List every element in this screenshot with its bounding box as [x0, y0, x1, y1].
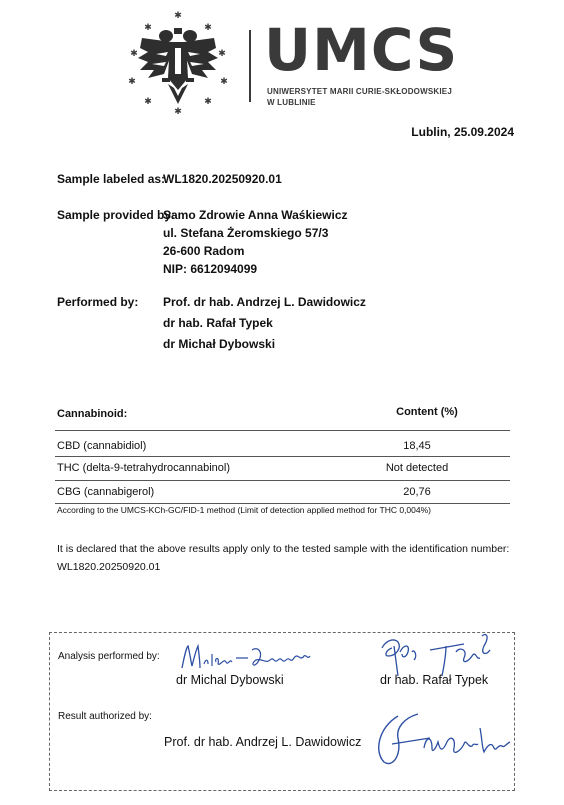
provided-by-title: Sample provided by: [57, 208, 176, 222]
authorized-label: Result authorized by: [58, 711, 152, 722]
provider-city: 26-600 Radom [163, 244, 245, 258]
table-rule [55, 456, 510, 457]
svg-text:✱: ✱ [174, 107, 182, 116]
svg-text:✱: ✱ [128, 77, 136, 87]
table-row-value: 18,45 [403, 440, 431, 452]
analyst-1-name: dr Michal Dybowski [176, 673, 284, 687]
svg-text:✱: ✱ [174, 11, 182, 21]
table-row-name: CBG (cannabigerol) [57, 486, 155, 498]
university-eagle-emblem [118, 8, 233, 116]
svg-text:✱: ✱ [204, 23, 212, 33]
svg-text:✱: ✱ [144, 97, 152, 107]
table-header-content: Content (%) [396, 406, 458, 418]
svg-text:✱: ✱ [144, 23, 152, 33]
table-rule [55, 503, 510, 504]
table-row-name: CBD (cannabidiol) [57, 440, 147, 452]
table-rule [55, 480, 510, 481]
sample-label-title: Sample labeled as: [57, 172, 166, 186]
table-rule [55, 430, 510, 431]
brand-subtitle-city: W LUBLINIE [267, 98, 316, 107]
provider-name: Samo Zdrowie Anna Waśkiewicz [163, 208, 348, 222]
logo-divider [249, 30, 251, 102]
method-note: According to the UMCS-KCh-GC/FID-1 method (Limit of detection applied method for THC 0,004%) [57, 505, 431, 515]
table-row-name: THC (delta-9-tetrahydrocannabinol) [57, 462, 231, 474]
svg-text:✱: ✱ [220, 77, 228, 87]
brand-wordmark: UMCS [264, 16, 459, 84]
svg-text:✱: ✱ [204, 97, 212, 107]
table-row-value: 20,76 [403, 486, 431, 498]
signature-dybowski [178, 640, 318, 674]
brand-subtitle-university: UNIWERSYTET MARII CURIE-SKŁODOWSKIEJ [267, 87, 452, 96]
performer-1: Prof. dr hab. Andrzej L. Dawidowicz [163, 295, 366, 309]
analyst-2-name: dr hab. Rafał Typek [380, 673, 489, 687]
svg-text:✱: ✱ [130, 49, 138, 59]
document-date: Lublin, 25.09.2024 [411, 125, 514, 139]
provider-street: ul. Stefana Żeromskiego 57/3 [163, 226, 329, 240]
performer-2: dr hab. Rafał Typek [163, 316, 273, 330]
provider-nip: NIP: 6612094099 [163, 262, 258, 276]
performed-by-title: Performed by: [57, 295, 139, 309]
sample-label-value: WL1820.20250920.01 [163, 172, 282, 186]
performer-3: dr Michał Dybowski [163, 337, 276, 351]
authorizer-name: Prof. dr hab. Andrzej L. Dawidowicz [164, 735, 362, 749]
table-row-value: Not detected [385, 462, 449, 474]
table-header-cannabinoid: Cannabinoid: [57, 408, 128, 420]
svg-text:✱: ✱ [218, 49, 226, 59]
declaration-text: It is declared that the above results apply only to the tested sample with the identification number: WL1820.20250920.01 [57, 543, 510, 573]
signature-dawidowicz [368, 708, 516, 770]
analysis-label: Analysis performed by: [58, 651, 160, 662]
